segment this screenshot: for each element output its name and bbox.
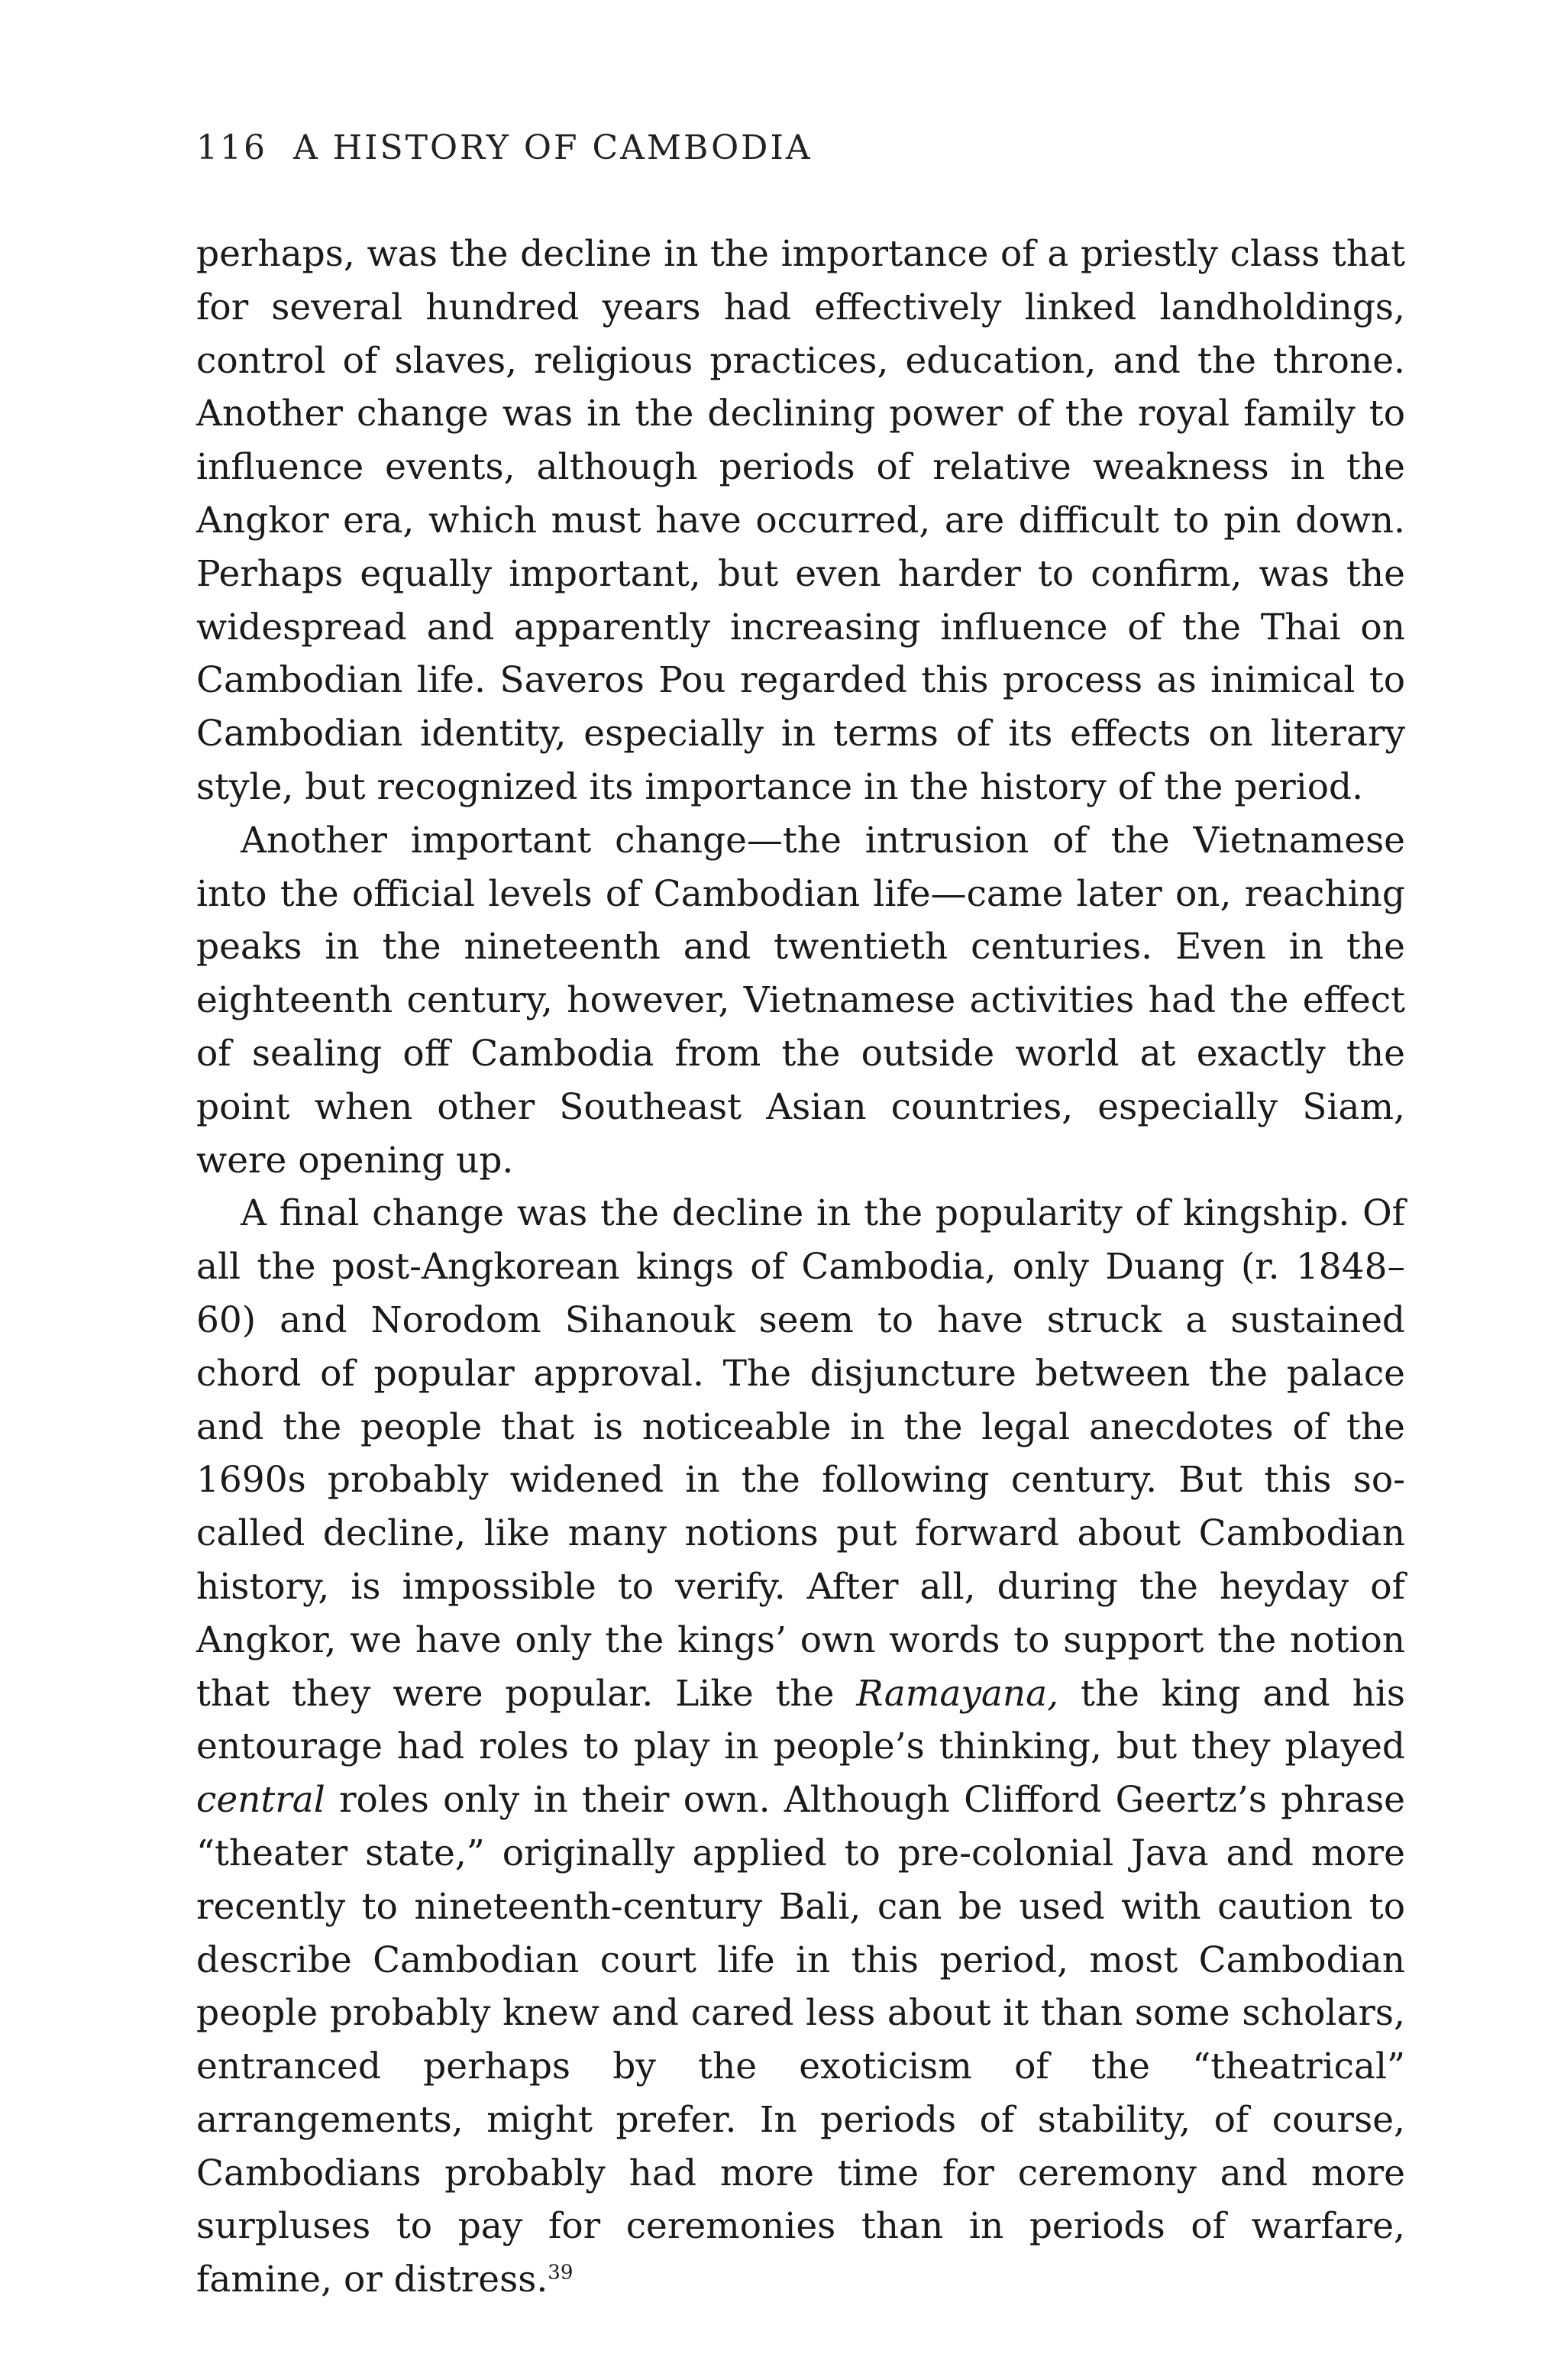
paragraph-3 [196,1187,1405,2307]
italic-ramayana: Ramayana, [856,1672,1059,1715]
paragraph-3-text-1: A final change was the decline in the popularity of kingship. Of all the post-Angkorean kings of Cambodia, only Duang (r. 1848–60) and Norodom Sihanouk seem to have struck a sustained chord of popular approval. The disjuncture between the palace and the people that is noticeable in the legal anecdotes of the 1690s probably widened in the following century. But this so-called decline, like many notions put forward about Cambodian history, is impossible to verify. After all, during the heyday of Angkor, we have only the kings’ own words to support the notion that they were popular. Like the [196,1192,1405,1715]
italic-central: central [196,1779,325,1822]
body-text [196,228,1405,2307]
paragraph-3-text-3: roles only in their own. Although Clifford Geertz’s phrase “theater state,” originally applied to pre-colonial Java and more recently to nineteenth-century Bali, can be used with caution to describe Cambodian court life in this period, most Cambodian people probably knew and cared less about it than some scholars, entranced perhaps by the exoticism of the “theatrical” arrangements, might prefer. In periods of stability, of course, Cambodians probably had more time for ceremony and more surpluses to pay for ceremonies than in periods of warfare, famine, or distress. [196,1779,1405,2301]
running-title: A HISTORY OF CAMBODIA [292,128,813,167]
page-number: 116 [196,128,267,167]
paragraph-1: perhaps, was the decline in the importance of a priestly class that for several hundred years had effectively linked landholdings, control of slaves, religious practices, education, and the throne. Another change was in the declining power of the royal family to influence events, although periods of relative weakness in the Angkor era, which must have occurred, are difficult to pin down. Perhaps equally important, but even harder to confirm, was the widespread and apparently increasing influence of the Thai on Cambodian life. Saveros Pou regarded this process as inimical to Cambodian identity, especially in terms of its effects on literary style, but recognized its importance in the history of the period. [196,233,1405,808]
running-header [196,128,813,167]
paragraph-3-text-2: the king and his entourage had roles to play in people’s thinking, but they played [196,1672,1405,1768]
footnote-reference: 39 [548,2261,574,2285]
paragraph-2: Another important change—the intrusion of the Vietnamese into the official levels of Cambodian life—came later on, reaching peaks in the nineteenth and twentieth centuries. Even in the eighteenth century, however, Vietnamese activities had the effect of sealing off Cambodia from the outside world at exactly the point when other Southeast Asian countries, especially Siam, were opening up. [196,819,1405,1182]
